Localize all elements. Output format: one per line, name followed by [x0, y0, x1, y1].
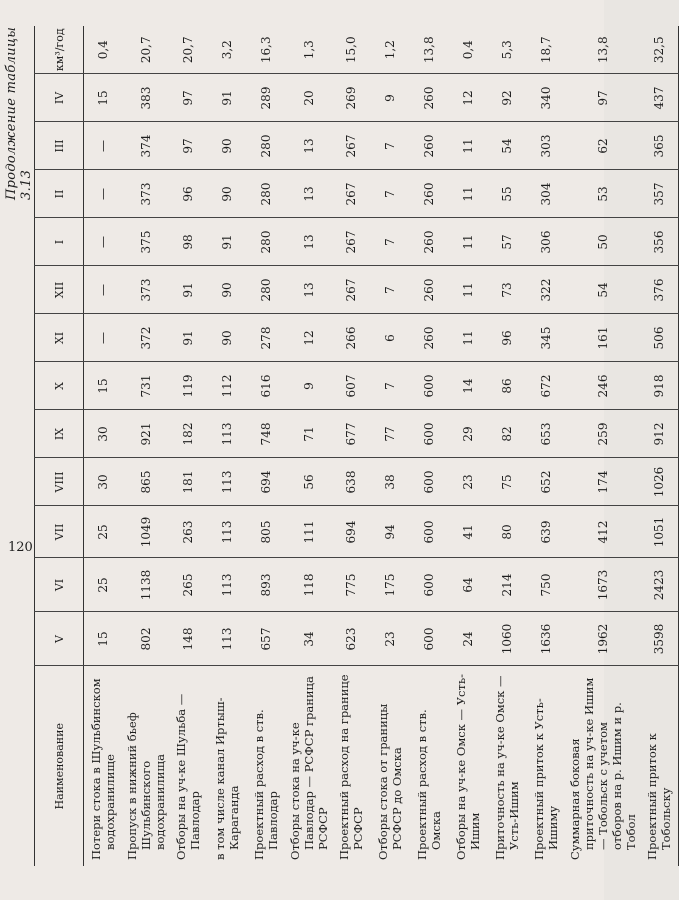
table-cell: 652 — [527, 458, 566, 506]
table-cell: 7 — [371, 218, 410, 266]
header-month-vii: VII — [35, 506, 84, 558]
table-cell: 600 — [410, 362, 449, 410]
table-row — [410, 26, 449, 866]
table-cell: 80 — [488, 506, 527, 558]
table-cell: — — [84, 266, 123, 314]
table-cell: 345 — [527, 314, 566, 362]
table-cell: 260 — [410, 314, 449, 362]
table-cell: 13,8 — [422, 36, 436, 64]
row-name: Приточность на уч-ке Омск — Усть-Ишим — [488, 666, 527, 866]
table-cell: 607 — [332, 362, 371, 410]
table-cell: 91 — [208, 74, 247, 122]
table-cell: 412 — [566, 506, 640, 558]
table-cell: 25 — [84, 558, 123, 612]
row-name: Проектный расход на границе РСФСР — [332, 666, 371, 866]
table-cell: 1060 — [488, 612, 527, 666]
table-cell: 13,8 — [595, 36, 610, 64]
table-cell: 600 — [410, 506, 449, 558]
table-cell: 73 — [488, 266, 527, 314]
table-row — [640, 26, 679, 866]
table-row — [247, 26, 286, 866]
table-cell: 356 — [640, 218, 679, 266]
table-cell: 113 — [208, 458, 247, 506]
table-cell: 113 — [208, 612, 247, 666]
table-cell: 113 — [208, 410, 247, 458]
table-cell: 9 — [286, 362, 332, 410]
table-cell: 32,5 — [651, 36, 666, 64]
table-cell: 280 — [247, 170, 286, 218]
table-cell: 638 — [332, 458, 371, 506]
row-name: Отборы на уч-ке Омск — Усть-Ишим — [449, 666, 488, 866]
table-cell: 775 — [332, 558, 371, 612]
table-cell: 161 — [566, 314, 640, 362]
table-cell: 75 — [488, 458, 527, 506]
table-cell: 639 — [527, 506, 566, 558]
table-cell: 267 — [332, 218, 371, 266]
table-cell: 7 — [371, 362, 410, 410]
table-cell: 30 — [84, 410, 123, 458]
table-row — [208, 26, 247, 866]
table-cell: 55 — [488, 170, 527, 218]
table-row — [566, 26, 640, 866]
table-cell: 30 — [84, 458, 123, 506]
table-cell: 677 — [332, 410, 371, 458]
table-cell: 64 — [449, 558, 488, 612]
table-cell: 263 — [169, 506, 208, 558]
table-cell: 90 — [208, 170, 247, 218]
row-name: Проектный расход в ств. Омска — [410, 666, 449, 866]
header-month-viii: VIII — [35, 458, 84, 506]
table-cell: 267 — [332, 170, 371, 218]
table-cell: 260 — [410, 122, 449, 170]
table-cell: 91 — [169, 266, 208, 314]
table-cell: 92 — [488, 74, 527, 122]
table-cell: 375 — [123, 218, 169, 266]
table-cell: 600 — [410, 612, 449, 666]
table-cell: 18,7 — [539, 36, 553, 64]
table-cell: 1636 — [527, 612, 566, 666]
table-cell: 260 — [410, 266, 449, 314]
table-cell: 653 — [527, 410, 566, 458]
table-cell: 11 — [449, 122, 488, 170]
row-name: Пропуск в нижний бьеф Шульбинского водохранилища — [123, 666, 169, 866]
table-cell: 3,2 — [220, 40, 234, 60]
table-cell: 259 — [566, 410, 640, 458]
table-cell: 1962 — [566, 612, 640, 666]
table-cell: 174 — [566, 458, 640, 506]
table-cell: 0,4 — [461, 40, 475, 60]
table-cell: 214 — [488, 558, 527, 612]
table-row — [332, 26, 371, 866]
table-cell: 600 — [410, 410, 449, 458]
table-cell: 269 — [332, 74, 371, 122]
table-cell: 365 — [640, 122, 679, 170]
table-cell: 113 — [208, 558, 247, 612]
row-name: Отборы стока на уч-ке Павлодар — РСФСР граница РСФСР — [286, 666, 332, 866]
table-cell: 373 — [123, 266, 169, 314]
table-cell: 357 — [640, 170, 679, 218]
table-cell: 12 — [286, 314, 332, 362]
table-cell: 54 — [488, 122, 527, 170]
table-cell: 91 — [169, 314, 208, 362]
table-cell: 97 — [566, 74, 640, 122]
table-cell: 7 — [371, 266, 410, 314]
table-cell: 372 — [123, 314, 169, 362]
table-cell: 38 — [371, 458, 410, 506]
table-cell: 90 — [208, 122, 247, 170]
table-cell: 805 — [247, 506, 286, 558]
table-cell: 918 — [640, 362, 679, 410]
table-cell: 802 — [123, 612, 169, 666]
table-cell: 182 — [169, 410, 208, 458]
table-cell: 912 — [640, 410, 679, 458]
table-cell: 893 — [247, 558, 286, 612]
table-cell: 383 — [123, 74, 169, 122]
row-name: Проектный расход в ств. Павлодар — [247, 666, 286, 866]
table-cell: 246 — [566, 362, 640, 410]
row-name: Потери стока в Шульбинском водохранилище — [84, 666, 123, 866]
table-cell: 24 — [449, 612, 488, 666]
table-cell: 82 — [488, 410, 527, 458]
header-annual: км³/год — [52, 28, 66, 72]
table-cell: 9 — [371, 74, 410, 122]
table-cell: 7 — [371, 122, 410, 170]
table-row — [286, 26, 332, 866]
table-cell: 7 — [371, 170, 410, 218]
table-cell: 0,4 — [96, 40, 111, 60]
table-cell: 90 — [208, 314, 247, 362]
table-cell: 57 — [488, 218, 527, 266]
row-name: Отборы стока от границы РСФСР до Омска — [371, 666, 410, 866]
table-header-row — [35, 26, 84, 866]
table-cell: 267 — [332, 266, 371, 314]
row-name: Суммарная боковая приточность на уч-ке Ишим — Тобольск с учетом отборов на р. Ишим и р. Тобол — [566, 666, 640, 866]
table-cell: 289 — [247, 74, 286, 122]
table-cell: 6 — [371, 314, 410, 362]
table-cell: 694 — [332, 506, 371, 558]
table-cell: 77 — [371, 410, 410, 458]
table-cell: 15,0 — [344, 36, 358, 64]
row-name: Отборы на уч-ке Шульба — Павлодар — [169, 666, 208, 866]
table-row — [169, 26, 208, 866]
table-cell: 112 — [208, 362, 247, 410]
table-cell: 865 — [123, 458, 169, 506]
table-row — [488, 26, 527, 866]
table-cell: 437 — [640, 74, 679, 122]
table-cell: 748 — [247, 410, 286, 458]
header-month-iii: III — [35, 122, 84, 170]
table-cell: 29 — [449, 410, 488, 458]
table-cell: 148 — [169, 612, 208, 666]
table-row — [449, 26, 488, 866]
header-month-xii: XII — [35, 266, 84, 314]
table-row — [123, 26, 169, 866]
table-row — [527, 26, 566, 866]
table-cell: 1051 — [640, 506, 679, 558]
table-cell: 373 — [123, 170, 169, 218]
table-cell: 11 — [449, 218, 488, 266]
table-row — [371, 26, 410, 866]
table-cell: 280 — [247, 266, 286, 314]
table-cell: 34 — [286, 612, 332, 666]
table-cell: 1,2 — [383, 40, 397, 60]
header-month-x: X — [35, 362, 84, 410]
table-cell: 20,7 — [181, 36, 195, 64]
header-month-ii: II — [35, 170, 84, 218]
table-cell: — — [84, 314, 123, 362]
table-cell: 731 — [123, 362, 169, 410]
table-cell: 15 — [84, 612, 123, 666]
table-cell: 306 — [527, 218, 566, 266]
row-name: Проектный приток к Тобольску — [640, 666, 679, 866]
table-cell: 303 — [527, 122, 566, 170]
table-cell: 11 — [449, 314, 488, 362]
table-cell: 97 — [169, 74, 208, 122]
table-cell: 13 — [286, 122, 332, 170]
table-cell: 111 — [286, 506, 332, 558]
header-month-v: V — [35, 612, 84, 666]
table-cell: 672 — [527, 362, 566, 410]
table-cell: 5,3 — [500, 40, 514, 60]
table-cell: 96 — [169, 170, 208, 218]
table-cell: 113 — [208, 506, 247, 558]
table-cell: 600 — [410, 558, 449, 612]
table-cell: 921 — [123, 410, 169, 458]
table-cell: — — [84, 218, 123, 266]
table-cell: 53 — [566, 170, 640, 218]
table-cell: 1026 — [640, 458, 679, 506]
table-cell: 1,3 — [301, 40, 316, 60]
table-cell: 1049 — [123, 506, 169, 558]
table-cell: 280 — [247, 122, 286, 170]
table-cell: 20 — [286, 74, 332, 122]
table-cell: 376 — [640, 266, 679, 314]
page-number: 120 — [8, 540, 33, 555]
table-cell: 2423 — [640, 558, 679, 612]
table-cell: — — [84, 170, 123, 218]
table-cell: 260 — [410, 170, 449, 218]
table-cell: 694 — [247, 458, 286, 506]
table-cell: 12 — [449, 74, 488, 122]
table-cell: 15 — [84, 74, 123, 122]
table-cell: 506 — [640, 314, 679, 362]
table-cell: 260 — [410, 74, 449, 122]
table-cell: 54 — [566, 266, 640, 314]
table-cell: 11 — [449, 170, 488, 218]
header-month-i: I — [35, 218, 84, 266]
header-month-vi: VI — [35, 558, 84, 612]
table-cell: 600 — [410, 458, 449, 506]
table-cell: 322 — [527, 266, 566, 314]
table-cell: 13 — [286, 218, 332, 266]
table-cell: 23 — [449, 458, 488, 506]
table-cell: 340 — [527, 74, 566, 122]
table-cell: 1138 — [123, 558, 169, 612]
table-cell: 265 — [169, 558, 208, 612]
row-name: в том числе канал Иртыш-Караганда — [208, 666, 247, 866]
header-month-ix: IX — [35, 410, 84, 458]
table-cell: 14 — [449, 362, 488, 410]
table-cell: 90 — [208, 266, 247, 314]
table-cell: 50 — [566, 218, 640, 266]
data-table — [34, 26, 679, 866]
table-cell: 280 — [247, 218, 286, 266]
table-continuation-caption: Продолжение таблицы 3.13 — [4, 26, 34, 200]
table-cell: 62 — [566, 122, 640, 170]
table-cell: 266 — [332, 314, 371, 362]
table-cell: 278 — [247, 314, 286, 362]
table-cell: 616 — [247, 362, 286, 410]
table-cell: 260 — [410, 218, 449, 266]
table-cell: 15 — [84, 362, 123, 410]
table-cell: 657 — [247, 612, 286, 666]
table-cell: 94 — [371, 506, 410, 558]
table-cell: 96 — [488, 314, 527, 362]
table-cell: 175 — [371, 558, 410, 612]
table-cell: 267 — [332, 122, 371, 170]
table-cell: 86 — [488, 362, 527, 410]
table-cell: 13 — [286, 170, 332, 218]
table-cell: 304 — [527, 170, 566, 218]
table-cell: 1673 — [566, 558, 640, 612]
header-month-iv: IV — [35, 74, 84, 122]
table-cell: 118 — [286, 558, 332, 612]
table-cell: 374 — [123, 122, 169, 170]
table-cell: 71 — [286, 410, 332, 458]
table-cell: 750 — [527, 558, 566, 612]
header-month-xi: XI — [35, 314, 84, 362]
table-cell: 3598 — [640, 612, 679, 666]
table-cell: 91 — [208, 218, 247, 266]
table-cell: 181 — [169, 458, 208, 506]
table-cell: 13 — [286, 266, 332, 314]
table-row — [84, 26, 123, 866]
table-cell: 25 — [84, 506, 123, 558]
table-cell: 56 — [286, 458, 332, 506]
row-name: Проектный приток к Усть-Ишиму — [527, 666, 566, 866]
table-cell: 20,7 — [138, 36, 153, 64]
table-cell: 23 — [371, 612, 410, 666]
table-body — [84, 26, 679, 866]
table-cell: — — [84, 122, 123, 170]
table-cell: 16,3 — [259, 36, 273, 64]
table-cell: 11 — [449, 266, 488, 314]
table-cell: 97 — [169, 122, 208, 170]
table-cell: 623 — [332, 612, 371, 666]
table-cell: 98 — [169, 218, 208, 266]
table-cell: 41 — [449, 506, 488, 558]
table-cell: 119 — [169, 362, 208, 410]
header-name: Наименование — [35, 666, 84, 866]
